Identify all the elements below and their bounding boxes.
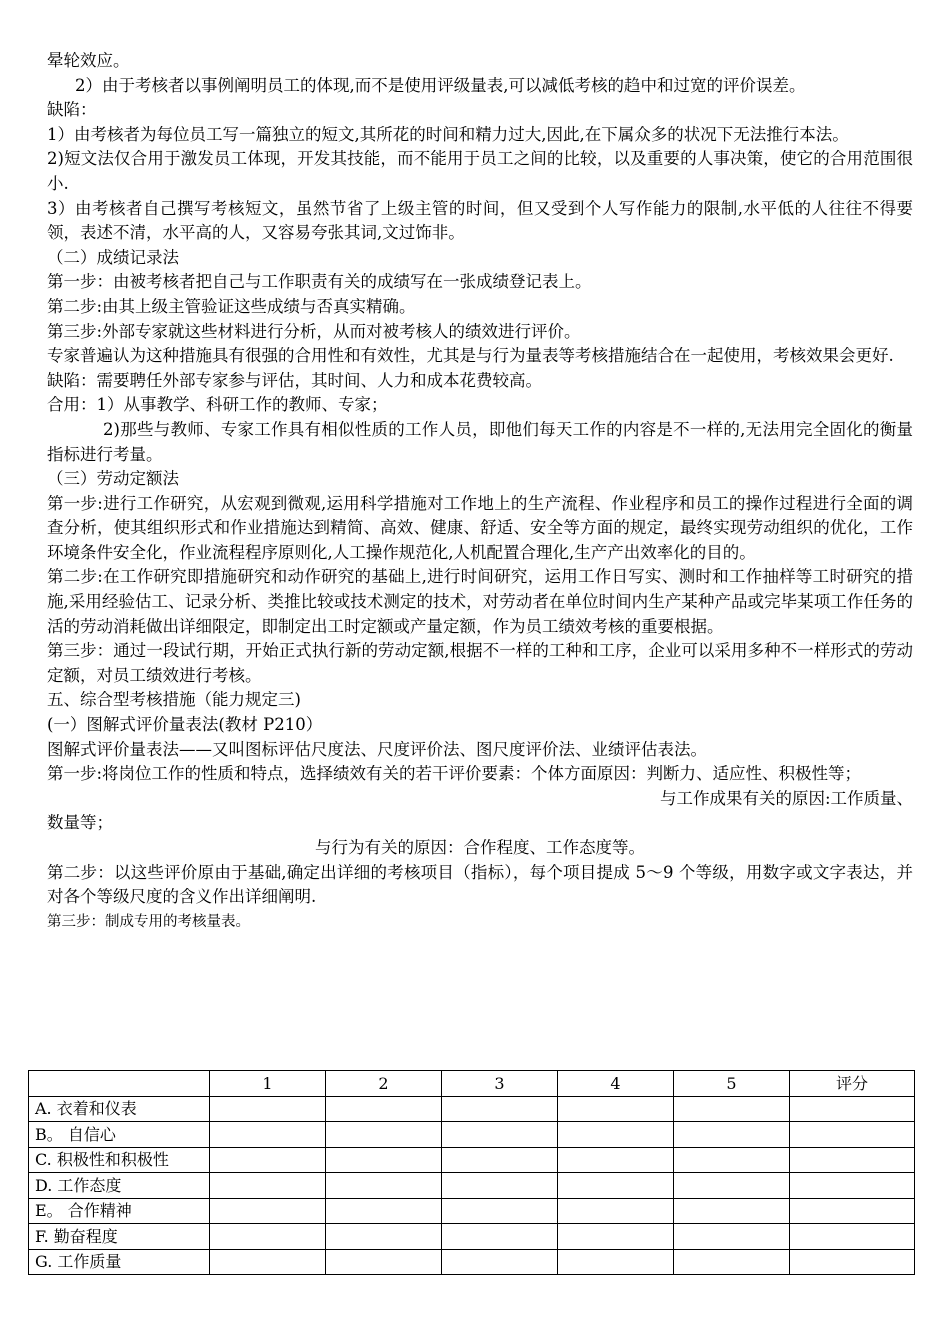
paragraph: 专家普遍认为这种措施具有很强的合用性和有效性，尤其是与行为量表等考核措施结合在一起使用，考核效果会更好. <box>47 346 894 366</box>
rating-cell <box>790 1198 915 1224</box>
rating-cell <box>674 1096 790 1122</box>
criterion-label: B。 自信心 <box>29 1122 210 1148</box>
paragraph: 3）由考核者自己撰写考核短文，虽然节省了上级主管的时间，但又受到个人写作能力的限制,水平低的人往往不得要领，表述不清，水平高的人，又容易夸张其词,文过饰非。 <box>47 198 913 243</box>
table-row <box>29 1096 915 1122</box>
rating-cell <box>790 1147 915 1173</box>
paragraph: 晕轮效应。 <box>47 51 130 70</box>
table-header-cell: 评分 <box>790 1071 915 1097</box>
paragraph: 2)那些与教师、专家工作具有相似性质的工作人员，即他们每天工作的内容是不一样的,无法用完全固化的衡量指标进行考量。 <box>47 419 913 464</box>
rating-cell <box>674 1198 790 1224</box>
table-header-cell: 4 <box>558 1071 674 1097</box>
rating-cell <box>210 1147 326 1173</box>
rating-cell <box>210 1224 326 1250</box>
table-header-cell: 5 <box>674 1071 790 1097</box>
paragraph: 1）由考核者为每位员工写一篇独立的短文,其所花的时间和精力过大,因此,在下属众多的状况下无法推行本法。 <box>47 124 849 144</box>
rating-cell <box>790 1096 915 1122</box>
paragraph: 缺陷： <box>47 100 97 120</box>
rating-cell <box>790 1224 915 1250</box>
paragraph: 缺陷：需要聘任外部专家参与评估，其时间、人力和成本花费较高。 <box>47 370 542 390</box>
table-header-cell <box>29 1071 210 1097</box>
rating-cell <box>210 1198 326 1224</box>
rating-cell <box>442 1198 558 1224</box>
table-row <box>29 1122 915 1148</box>
table-row <box>29 1224 915 1250</box>
paragraph: 第二步：以这些评价原由于基础,确定出详细的考核项目（指标），每个项目提成 5～9 个等级，用数字或文字表达，并对各个等级尺度的含义作出详细阐明. <box>47 862 913 907</box>
rating-cell <box>558 1198 674 1224</box>
rating-cell <box>674 1224 790 1250</box>
section-heading: （二）成绩记录法 <box>47 247 179 267</box>
table-row <box>29 1249 915 1275</box>
table-row <box>29 1147 915 1173</box>
rating-cell <box>442 1147 558 1173</box>
table-row <box>29 1173 915 1199</box>
paragraph: 数量等； <box>47 813 113 833</box>
table-header-row <box>29 1071 915 1097</box>
paragraph: 第一步:进行工作研究，从宏观到微观,运用科学措施对工作地上的生产流程、作业程序和员工的操作过程进行全面的调查分析，使其组织形式和作业措施达到精简、高效、健康、舒适、安全等方面的规定，最终实现劳动组织的优化，工作环境条件安全化，作业流程程序原则化,人工操作规范化,人机配置合理化,生产产出效率化的目的。 <box>47 493 913 562</box>
rating-cell <box>326 1249 442 1275</box>
rating-cell <box>790 1173 915 1199</box>
rating-scale-table <box>28 1070 915 1275</box>
rating-cell <box>442 1173 558 1199</box>
paragraph: 第二步:在工作研究即措施研究和动作研究的基础上,进行时间研究，运用工作日写实、测时和工作抽样等工时研究的措施,采用经验估工、记录分析、类推比较或技术测定的技术，对劳动者在单位时间内生产某种产品或完毕某项工作任务的活的劳动消耗做出详细限定，即制定出工时定额或产量定额，作为员工绩效考核的重要根据。 <box>47 567 913 636</box>
table-header-cell: 1 <box>210 1071 326 1097</box>
rating-cell <box>674 1122 790 1148</box>
rating-cell <box>674 1173 790 1199</box>
rating-cell <box>558 1122 674 1148</box>
rating-cell <box>442 1249 558 1275</box>
rating-cell <box>558 1173 674 1199</box>
rating-cell <box>558 1096 674 1122</box>
criterion-label: A. 衣着和仪表 <box>29 1096 210 1122</box>
rating-cell <box>442 1224 558 1250</box>
section-heading: 五、综合型考核措施（能力规定三) <box>47 690 301 710</box>
rating-cell <box>326 1122 442 1148</box>
rating-cell <box>210 1122 326 1148</box>
rating-cell <box>210 1096 326 1122</box>
table-header-cell: 3 <box>442 1071 558 1097</box>
rating-cell <box>326 1096 442 1122</box>
rating-cell <box>442 1122 558 1148</box>
rating-cell <box>210 1249 326 1275</box>
paragraph: 2)短文法仅合用于激发员工体现，开发其技能，而不能用于员工之间的比较，以及重要的人事决策，使它的合用范围很小. <box>47 149 913 193</box>
document-body <box>47 49 913 934</box>
rating-cell <box>790 1249 915 1275</box>
rating-cell <box>326 1173 442 1199</box>
criterion-label: E。 合作精神 <box>29 1198 210 1224</box>
rating-cell <box>442 1096 558 1122</box>
criterion-label: C. 积极性和积极性 <box>29 1147 210 1173</box>
criterion-label: F. 勤奋程度 <box>29 1224 210 1250</box>
section-heading: (一）图解式评价量表法(教材 P210） <box>47 715 323 735</box>
paragraph: 第一步:将岗位工作的性质和特点，选择绩效有关的若干评价要素：个体方面原因：判断力、适应性、积极性等； <box>47 764 862 784</box>
rating-cell <box>674 1147 790 1173</box>
table-header-cell: 2 <box>326 1071 442 1097</box>
rating-cell <box>326 1224 442 1250</box>
rating-cell <box>558 1249 674 1275</box>
criterion-label: D. 工作态度 <box>29 1173 210 1199</box>
paragraph: 图解式评价量表法——又叫图标评估尺度法、尺度评价法、图尺度评价法、业绩评估表法。 <box>47 739 707 759</box>
rating-cell <box>558 1224 674 1250</box>
section-heading: （三）劳动定额法 <box>47 469 179 489</box>
rating-cell <box>326 1147 442 1173</box>
rating-cell <box>674 1249 790 1275</box>
criterion-label: G. 工作质量 <box>29 1249 210 1275</box>
paragraph: 合用：1）从事教学、科研工作的教师、专家； <box>47 395 388 415</box>
rating-cell <box>790 1122 915 1148</box>
paragraph: 第三步：通过一段试行期，开始正式执行新的劳动定额,根据不一样的工种和工序，企业可以采用多种不一样形式的劳动定额，对员工绩效进行考核。 <box>47 641 913 685</box>
paragraph: 与工作成果有关的原因:工作质量、 <box>659 788 913 808</box>
paragraph: 第二步:由其上级主管验证这些成绩与否真实精确。 <box>47 296 416 316</box>
paragraph: 与行为有关的原因：合作程度、工作态度等。 <box>315 838 645 857</box>
rating-cell <box>326 1198 442 1224</box>
paragraph: 2）由于考核者以事例阐明员工的体现,而不是使用评级量表,可以减低考核的趋中和过宽的评价误差。 <box>75 75 806 95</box>
rating-cell <box>558 1147 674 1173</box>
table-row <box>29 1198 915 1224</box>
rating-cell <box>210 1173 326 1199</box>
paragraph: 第三步：制成专用的考核量表。 <box>47 913 250 930</box>
paragraph: 第三步:外部专家就这些材料进行分析，从而对被考核人的绩效进行评价。 <box>47 321 581 341</box>
paragraph: 第一步：由被考核者把自己与工作职责有关的成绩写在一张成绩登记表上。 <box>47 272 592 292</box>
